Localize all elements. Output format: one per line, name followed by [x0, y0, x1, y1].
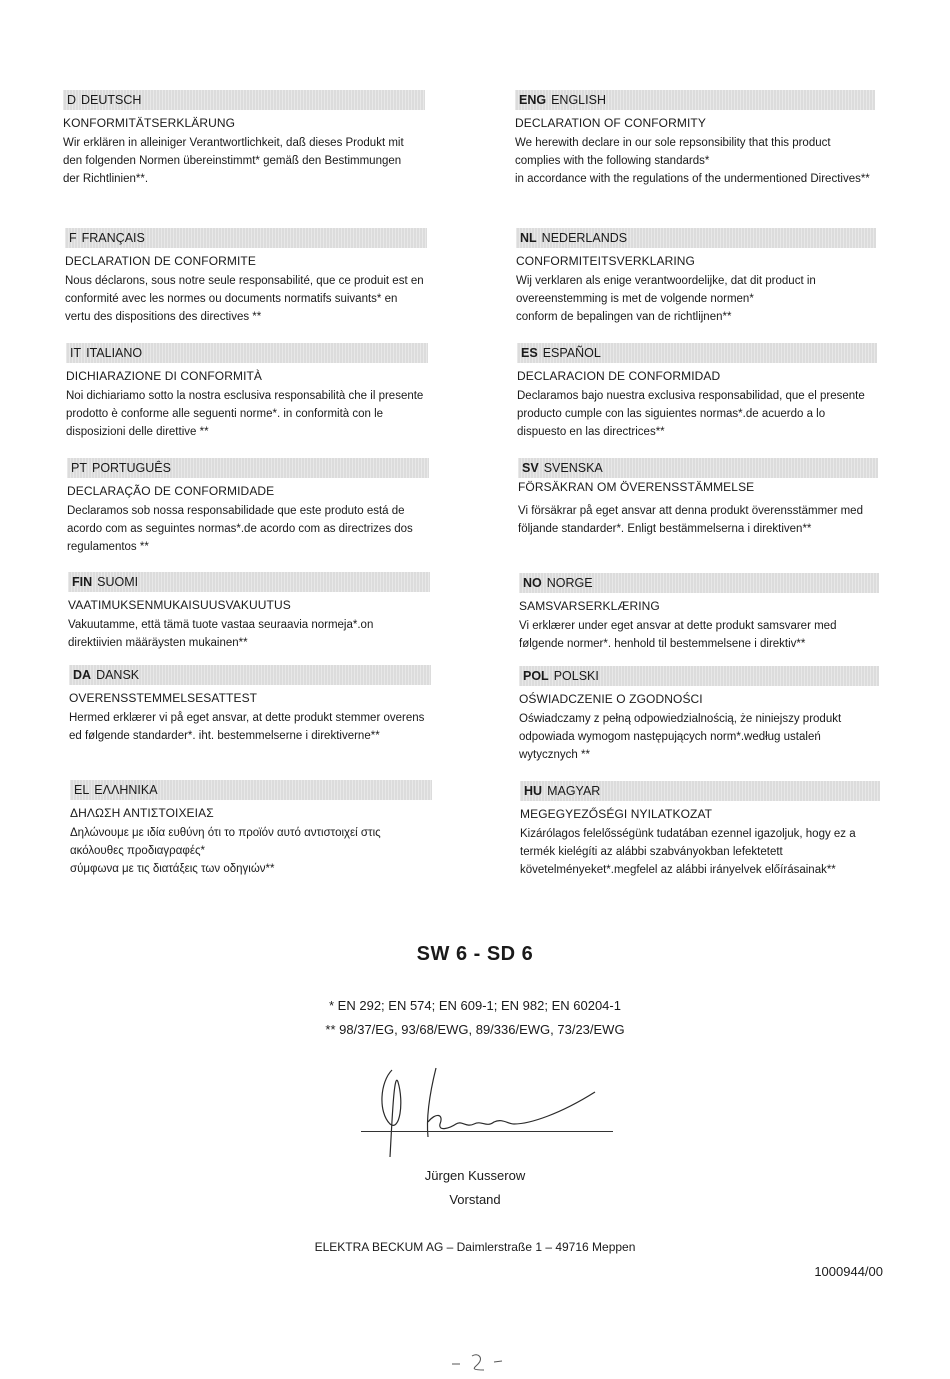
section-body	[69, 709, 431, 745]
lang-code: F	[69, 231, 77, 245]
lang-name: ESPAÑOL	[542, 346, 601, 360]
section-body	[66, 387, 428, 441]
lang-name: DEUTSCH	[81, 93, 142, 107]
lang-code: ENG	[519, 93, 547, 107]
section-header	[515, 90, 875, 110]
body-line: vertu des dispositions des directives **	[65, 311, 262, 323]
body-line: Vi försäkrar på eget ansvar att denna produkt överensstämmer med	[518, 505, 863, 517]
body-line: termék kielégíti az alábbi szabványokban lefektetett	[520, 846, 783, 858]
lang-code: SV	[522, 461, 539, 475]
section-body	[516, 272, 876, 326]
section-portugues	[67, 458, 429, 556]
body-line: wytycznych **	[519, 749, 590, 761]
section-title: DECLARATION DE CONFORMITE	[65, 254, 256, 268]
company-address: ELEKTRA BECKUM AG – Daimlerstraße 1 – 49716 Meppen	[314, 1240, 636, 1254]
directives-line: ** 98/37/EG, 93/68/EWG, 89/336/EWG, 73/23/EWG	[325, 1022, 625, 1037]
body-line: disposizioni delle direttive **	[66, 426, 209, 438]
section-norge	[519, 573, 879, 653]
document-number: 1000944/00	[814, 1264, 883, 1279]
lang-code: DA	[73, 668, 92, 682]
section-francais	[65, 228, 427, 326]
section-title: OVERENSSTEMMELSESATTEST	[69, 691, 258, 705]
signature-line	[361, 1131, 613, 1132]
lang-code: ES	[521, 346, 538, 360]
body-line: conform de bepalingen van de richtlijnen**	[516, 311, 732, 323]
section-header	[519, 666, 879, 686]
section-body	[519, 710, 879, 764]
section-title: CONFORMITEITSVERKLARING	[516, 254, 695, 268]
section-header	[69, 665, 431, 685]
lang-name: ΕΛΛΗΝΙΚΑ	[94, 783, 158, 797]
section-body	[515, 134, 875, 188]
body-line: ed følgende standarder*. iht. bestemmelserne i direktiverne**	[69, 730, 380, 742]
lang-code: PT	[71, 461, 87, 475]
body-line: Oświadczamy z pełną odpowiedzialnością, że niniejszy produkt	[519, 713, 842, 725]
section-title: MEGEGYEZŐSÉGI NYILATKOZAT	[520, 807, 713, 821]
section-body	[517, 387, 877, 441]
lang-name: ENGLISH	[551, 93, 606, 107]
body-line: Vi erklærer under eget ansvar at dette produkt samsvarer med	[519, 620, 837, 632]
body-line: prodotto è conforme alle seguenti norme*. in conformità con le	[66, 408, 384, 420]
section-magyar	[520, 781, 880, 879]
lang-name: POLSKI	[553, 669, 599, 683]
body-line: den folgenden Normen übereinstimmt* gemäß den Bestimmungen	[63, 155, 402, 167]
body-line: Declaramos sob nossa responsabilidade que este produto está de	[67, 505, 405, 517]
lang-name: SUOMI	[97, 575, 139, 589]
body-line: complies with the following standards*	[515, 155, 710, 167]
section-header	[68, 572, 430, 592]
lang-name: SVENSKA	[543, 461, 603, 475]
section-title: ΔΗΛΩΣΗ ΑΝΤΙΣΤΟΙΧΕΙΑΣ	[70, 806, 214, 820]
body-line: ακόλουθες προδιαγραφές*	[70, 845, 205, 857]
section-title: DECLARACION DE CONFORMIDAD	[517, 369, 721, 383]
body-line: der Richtlinien**.	[63, 173, 149, 185]
section-english	[515, 90, 875, 188]
lang-code: NL	[520, 231, 537, 245]
body-line: Wij verklaren als enige verantwoordelijke, dat dit product in	[516, 275, 816, 287]
section-title: DICHIARAZIONE DI CONFORMITÀ	[66, 369, 263, 383]
section-polski	[519, 666, 879, 764]
section-title: DECLARATION OF CONFORMITY	[515, 116, 706, 130]
lang-code: POL	[523, 669, 549, 683]
body-line: Hermed erklærer vi på eget ansvar, at dette produkt stemmer overens	[69, 712, 425, 724]
body-line: Declaramos bajo nuestra exclusiva responsabilidad, que el presente	[517, 390, 865, 402]
section-header	[66, 343, 428, 363]
signer-title: Vorstand	[449, 1192, 501, 1207]
section-header	[67, 458, 429, 478]
section-title: DECLARAÇÃO DE CONFORMIDADE	[67, 484, 275, 498]
section-title: KONFORMITÄTSERKLÄRUNG	[63, 116, 236, 130]
body-line: σύμφωνα με τις διατάξεις των οδηγιών**	[70, 863, 275, 875]
section-body	[68, 616, 430, 652]
section-suomi	[68, 572, 430, 652]
section-deutsch	[63, 90, 425, 188]
section-italiano	[66, 343, 428, 441]
body-line: Nous déclarons, sous notre seule responsabilité, que ce produit est en	[65, 275, 424, 287]
body-line: direktiivien määräysten mukainen**	[68, 637, 248, 649]
body-line: acordo com as seguintes normas*.de acordo com as directrizes dos	[67, 523, 413, 535]
section-title: SAMSVARSERKLÆRING	[519, 599, 660, 613]
lang-code: EL	[74, 783, 90, 797]
body-line: regulamentos **	[67, 541, 149, 553]
body-line: conformité avec les normes ou documents normatifs suivants* en	[65, 293, 398, 305]
section-body	[70, 824, 432, 878]
lang-name: ITALIANO	[86, 346, 143, 360]
signer-name: Jürgen Kusserow	[424, 1168, 526, 1183]
section-body	[67, 502, 429, 556]
section-nederlands	[516, 228, 876, 326]
section-title: FÖRSÄKRAN OM ÖVERENSSTÄMMELSE	[518, 480, 755, 494]
section-svenska	[518, 458, 878, 538]
section-header	[70, 780, 432, 800]
section-header	[520, 781, 880, 801]
body-line: følgende normer*. henhold til bestemmelsene i direktiv**	[519, 638, 806, 650]
signature	[370, 1062, 610, 1162]
body-line: producto cumple con las siguientes normas*.de acuerdo a lo	[517, 408, 826, 420]
lang-name: NEDERLANDS	[541, 231, 628, 245]
body-line: Kizárólagos felelősségünk tudatában ezennel igazoljuk, hogy ez a	[520, 828, 856, 840]
section-header	[518, 458, 878, 478]
lang-name: NORGE	[546, 576, 593, 590]
lang-name: MAGYAR	[547, 784, 601, 798]
lang-code: HU	[524, 784, 543, 798]
body-line: följande standarder*. Enligt bestämmelserna i direktiven**	[518, 523, 812, 535]
body-line: overeenstemming is met de volgende normen*	[516, 293, 754, 305]
section-body	[520, 825, 880, 879]
model-title: SW 6 - SD 6	[416, 943, 534, 965]
section-body	[63, 134, 425, 188]
section-dansk	[69, 665, 431, 745]
section-body	[65, 272, 427, 326]
lang-name: PORTUGUÊS	[91, 461, 171, 475]
section-header	[517, 343, 877, 363]
lang-code: D	[67, 93, 77, 107]
body-line: in accordance with the regulations of the undermentioned Directives**	[515, 173, 870, 185]
body-line: Vakuutamme, että tämä tuote vastaa seuraavia normeja*.on	[68, 619, 374, 631]
body-line: odpowiada wymogom następujących norm*.według ustaleń	[519, 731, 821, 743]
body-line: Δηλώνουμε με ιδία ευθύνη ότι το προϊόν αυτό αντιστοιχεί στις	[70, 827, 381, 839]
section-body	[519, 617, 879, 653]
handwritten-page-number	[448, 1350, 508, 1374]
section-title: VAATIMUKSENMUKAISUUSVAKUUTUS	[68, 598, 291, 612]
body-line: dispuesto en las directrices**	[517, 426, 665, 438]
body-line: követelményeket*.megfelel az alábbi irányelvek előírásainak**	[520, 864, 836, 876]
section-ellinika	[70, 780, 432, 878]
section-header	[65, 228, 427, 248]
lang-name: DANSK	[96, 668, 140, 682]
body-line: Wir erklären in alleiniger Verantwortlichkeit, daß dieses Produkt mit	[63, 137, 404, 149]
section-body	[518, 502, 878, 538]
lang-code: NO	[523, 576, 542, 590]
body-line: Noi dichiariamo sotto la nostra esclusiva responsabilità che il presente	[66, 390, 424, 402]
section-header	[516, 228, 876, 248]
lang-name: FRANÇAIS	[81, 231, 145, 245]
section-header	[63, 90, 425, 110]
lang-code: FIN	[72, 575, 93, 589]
section-header	[519, 573, 879, 593]
section-title: OŚWIADCZENIE O ZGODNOŚCI	[519, 692, 703, 706]
section-espanol	[517, 343, 877, 441]
standards-line: * EN 292; EN 574; EN 609-1; EN 982; EN 60204-1	[329, 998, 621, 1013]
lang-code: IT	[70, 346, 82, 360]
body-line: We herewith declare in our sole repsonsibility that this product	[515, 137, 831, 149]
